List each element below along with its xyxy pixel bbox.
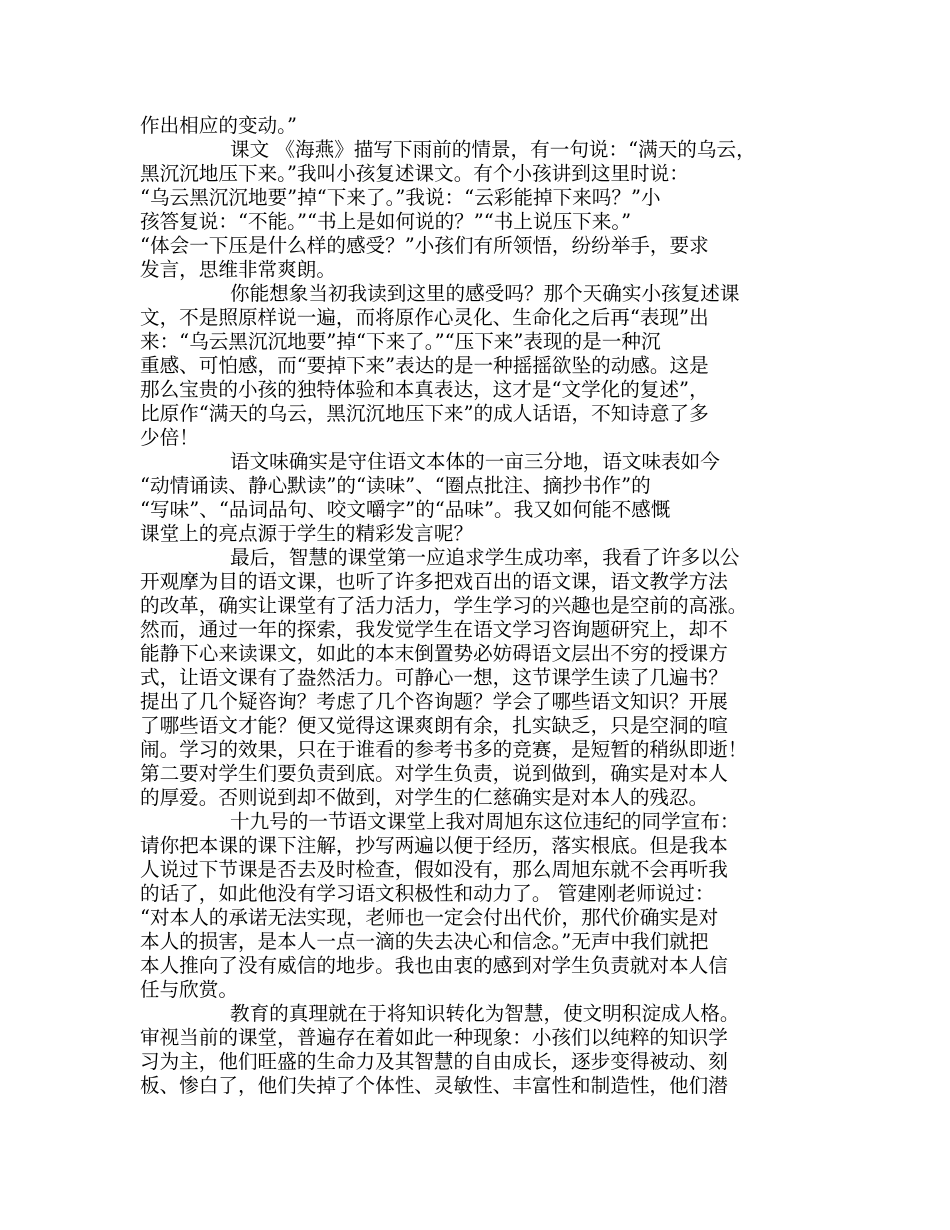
- text-line: 本人推向了没有威信的地步。我也由衷的感到对学生负责就对本人信: [140, 954, 728, 977]
- paragraph-start-line: 语文味确实是守住语文本体的一亩三分地，语文味表如今: [230, 450, 720, 473]
- text-line: 比原作“满天的乌云，黑沉沉地压下来”的成人话语，不知诗意了多: [140, 402, 709, 425]
- text-line: 的厚爱。否则说到却不做到，对学生的仁慈确实是对本人的残忍。: [140, 786, 709, 809]
- text-line: “体会一下压是什么样的感受？”小孩们有所领悟，纷纷举手，要求: [140, 234, 709, 257]
- text-line: 的话了，如此他没有学习语文积极性和动力了。 管建刚老师说过：: [140, 882, 715, 905]
- text-line: 审视当前的课堂，普遍存在着如此一种现象：小孩们以纯粹的知识学: [140, 1026, 728, 1049]
- text-line: 课堂上的亮点源于学生的精彩发言呢？: [140, 522, 474, 545]
- paragraph-start-line: 教育的真理就在于将知识转化为智慧，使文明积淀成人格。: [230, 1002, 740, 1025]
- paragraph-start-line: 最后，智慧的课堂第一应追求学生成功率，我看了许多以公: [230, 546, 740, 569]
- text-line: 然而，通过一年的探索，我发觉学生在语文学习咨询题研究上，却不: [140, 618, 728, 641]
- document-page: [140, 114, 820, 1098]
- paragraph-start-line: 十九号的一节语文课堂上我对周旭东这位违纪的同学宣布：: [230, 810, 740, 833]
- text-line: 文，不是照原样说一遍，而将原作心灵化、生命化之后再“表现”出: [140, 306, 709, 329]
- text-line: 本人的损害，是本人一点一滴的失去决心和信念。”无声中我们就把: [140, 930, 709, 953]
- text-line: 请你把本课的课下注解，抄写两遍以便于经历，落实根底。但是我本: [140, 834, 728, 857]
- text-line: 黑沉沉地压下来。”我叫小孩复述课文。有个小孩讲到这里时说：: [140, 162, 689, 185]
- text-line: 那么宝贵的小孩的独特体验和本真表达，这才是“文学化的复述”，: [140, 378, 709, 401]
- text-line: “对本人的承诺无法实现，老师也一定会付出代价，那代价确实是对: [140, 906, 719, 929]
- paragraph-start-line: 你能想象当初我读到这里的感受吗？那个天确实小孩复述课: [230, 282, 740, 305]
- text-line: 习为主，他们旺盛的生命力及其智慧的自由成长，逐步变得被动、刻: [140, 1050, 728, 1073]
- text-line: 来：“乌云黑沉沉地要”掉“下来了。”“压下来”表现的是一种沉: [140, 330, 661, 353]
- text-line: 作出相应的变动。”: [140, 114, 297, 137]
- text-line: 提出了几个疑咨询？考虑了几个咨询题？学会了哪些语文知识？开展: [140, 690, 728, 713]
- paragraph-start-line: 课文 《海燕》描写下雨前的情景，有一句说：“满天的乌云，: [230, 138, 756, 161]
- text-line: 任与欣赏。: [140, 978, 238, 1001]
- text-line: 板、惨白了，他们失掉了个体性、灵敏性、丰富性和制造性，他们潜: [140, 1074, 728, 1097]
- text-line: 重感、可怕感，而“要掉下来”表达的是一种摇摇欲坠的动感。这是: [140, 354, 709, 377]
- text-line: 发言，思维非常爽朗。: [140, 258, 336, 281]
- text-line: “动情诵读、静心默读”的“读味”、“圈点批注、摘抄书作”的: [140, 474, 651, 497]
- text-line: 闹。学习的效果，只在于谁看的参考书多的竞赛，是短暂的稍纵即逝！: [140, 738, 748, 761]
- text-line: 孩答复说：“不能。”“书上是如何说的？”“书上说压下来。”: [140, 210, 632, 233]
- text-line: 式，让语文课有了盎然活力。可静心一想，这节课学生读了几遍书？: [140, 666, 728, 689]
- text-line: 了哪些语文才能？便又觉得这课爽朗有余，扎实缺乏，只是空洞的喧: [140, 714, 728, 737]
- text-line: 能静下心来读课文，如此的本末倒置势必妨碍语文层出不穷的授课方: [140, 642, 728, 665]
- text-line: 开观摩为目的语文课，也听了许多把戏百出的语文课，语文教学方法: [140, 570, 728, 593]
- text-line: 第二要对学生们要负责到底。对学生负责，说到做到，确实是对本人: [140, 762, 728, 785]
- text-line: 的改革，确实让课堂有了活力活力，学生学习的兴趣也是空前的高涨。: [140, 594, 748, 617]
- text-line: “乌云黑沉沉地要”掉“下来了。”我说：“云彩能掉下来吗？”小: [140, 186, 661, 209]
- text-line: 人说过下节课是否去及时检查，假如没有，那么周旭东就不会再听我: [140, 858, 728, 881]
- text-line: 少倍！: [140, 426, 199, 449]
- text-line: “写味”、“品词品句、咬文嚼字”的“品味”。我又如何能不感慨: [140, 498, 671, 521]
